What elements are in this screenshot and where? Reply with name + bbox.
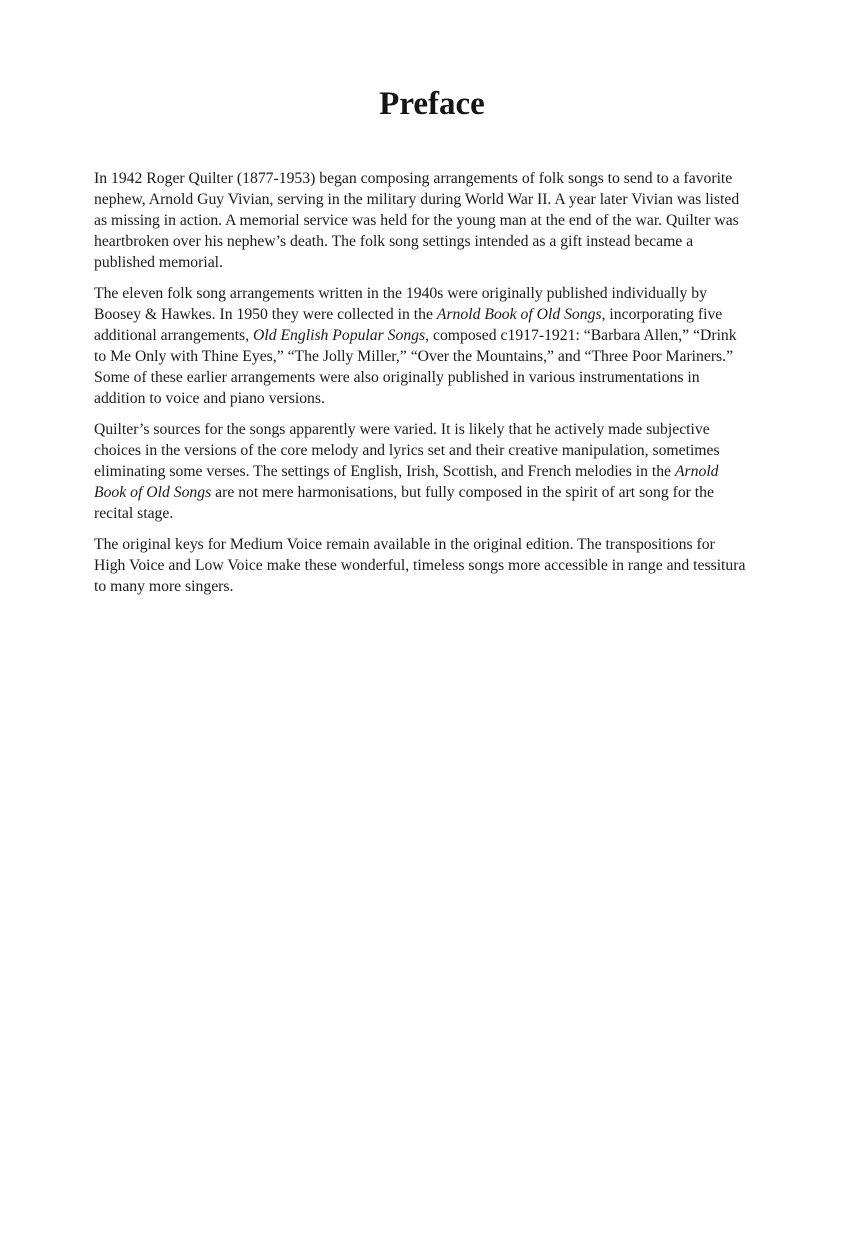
text-run: The eleven folk song arrangements written in the 1940s were originally published individually by [94, 285, 707, 302]
italic-text-run: Old English Popular Songs [253, 327, 426, 344]
text-run: heartbroken over his nephew’s death. The folk song settings intended as a gift instead became a [94, 233, 694, 250]
text-line [94, 555, 794, 576]
preface-paragraph [94, 534, 794, 597]
text-run: eliminating some verses. The settings of English, Irish, Scottish, and French melodies in the [94, 463, 675, 480]
text-line [94, 283, 794, 304]
text-run: The original keys for Medium Voice remain available in the original edition. The transpositions for [94, 536, 715, 553]
text-line [94, 534, 794, 555]
text-run: to many more singers. [94, 578, 234, 595]
text-run: In 1942 Roger Quilter (1877-1953) began composing arrangements of folk songs to send to a favorite [94, 170, 733, 187]
text-line [94, 503, 794, 524]
text-run: , composed c1917-1921: “Barbara Allen,” “Drink [425, 327, 737, 344]
text-line [94, 576, 794, 597]
text-line [94, 419, 794, 440]
text-run: Quilter’s sources for the songs apparently were varied. It is likely that he actively made subjective [94, 421, 710, 438]
text-line [94, 304, 794, 325]
text-run: to Me Only with Thine Eyes,” “The Jolly Miller,” “Over the Mountains,” and “Three Poor Mariners.” [94, 348, 734, 365]
text-line [94, 367, 794, 388]
text-line [94, 482, 794, 503]
text-run: addition to voice and piano versions. [94, 390, 325, 407]
preface-paragraph [94, 419, 794, 524]
text-run: Some of these earlier arrangements were also originally published in various instrumentations in [94, 369, 700, 386]
text-run: as missing in action. A memorial service was held for the young man at the end of the war. Quilter was [94, 212, 739, 229]
preface-paragraph [94, 283, 794, 409]
text-line [94, 461, 794, 482]
text-line [94, 231, 794, 252]
text-run: published memorial. [94, 254, 223, 271]
text-run: nephew, Arnold Guy Vivian, serving in the military during World War II. A year later Vivian was listed [94, 191, 740, 208]
text-line [94, 325, 794, 346]
document-body [94, 168, 794, 597]
italic-text-run: Book of Old Songs [94, 484, 212, 501]
italic-text-run: Arnold [674, 463, 719, 480]
text-line [94, 189, 794, 210]
text-run: , incorporating five [601, 306, 723, 323]
text-run: are not mere harmonisations, but fully composed in the spirit of art song for the [211, 484, 714, 501]
text-line [94, 252, 794, 273]
text-line [94, 388, 794, 409]
page-title: Preface [379, 86, 485, 122]
text-run: Boosey & Hawkes. In 1950 they were collected in the [94, 306, 437, 323]
text-line [94, 210, 794, 231]
document-page [0, 88, 864, 1240]
text-run: recital stage. [94, 505, 174, 522]
text-line [94, 346, 794, 367]
italic-text-run: Arnold Book of Old Songs [436, 306, 602, 323]
text-line [94, 168, 794, 189]
text-run: choices in the versions of the core melody and lyrics set and their creative manipulation, sometimes [94, 442, 720, 459]
text-run: High Voice and Low Voice make these wonderful, timeless songs more accessible in range and tessitura [94, 557, 746, 574]
text-line [94, 440, 794, 461]
preface-paragraph [94, 168, 794, 273]
text-run: additional arrangements, [94, 327, 253, 344]
